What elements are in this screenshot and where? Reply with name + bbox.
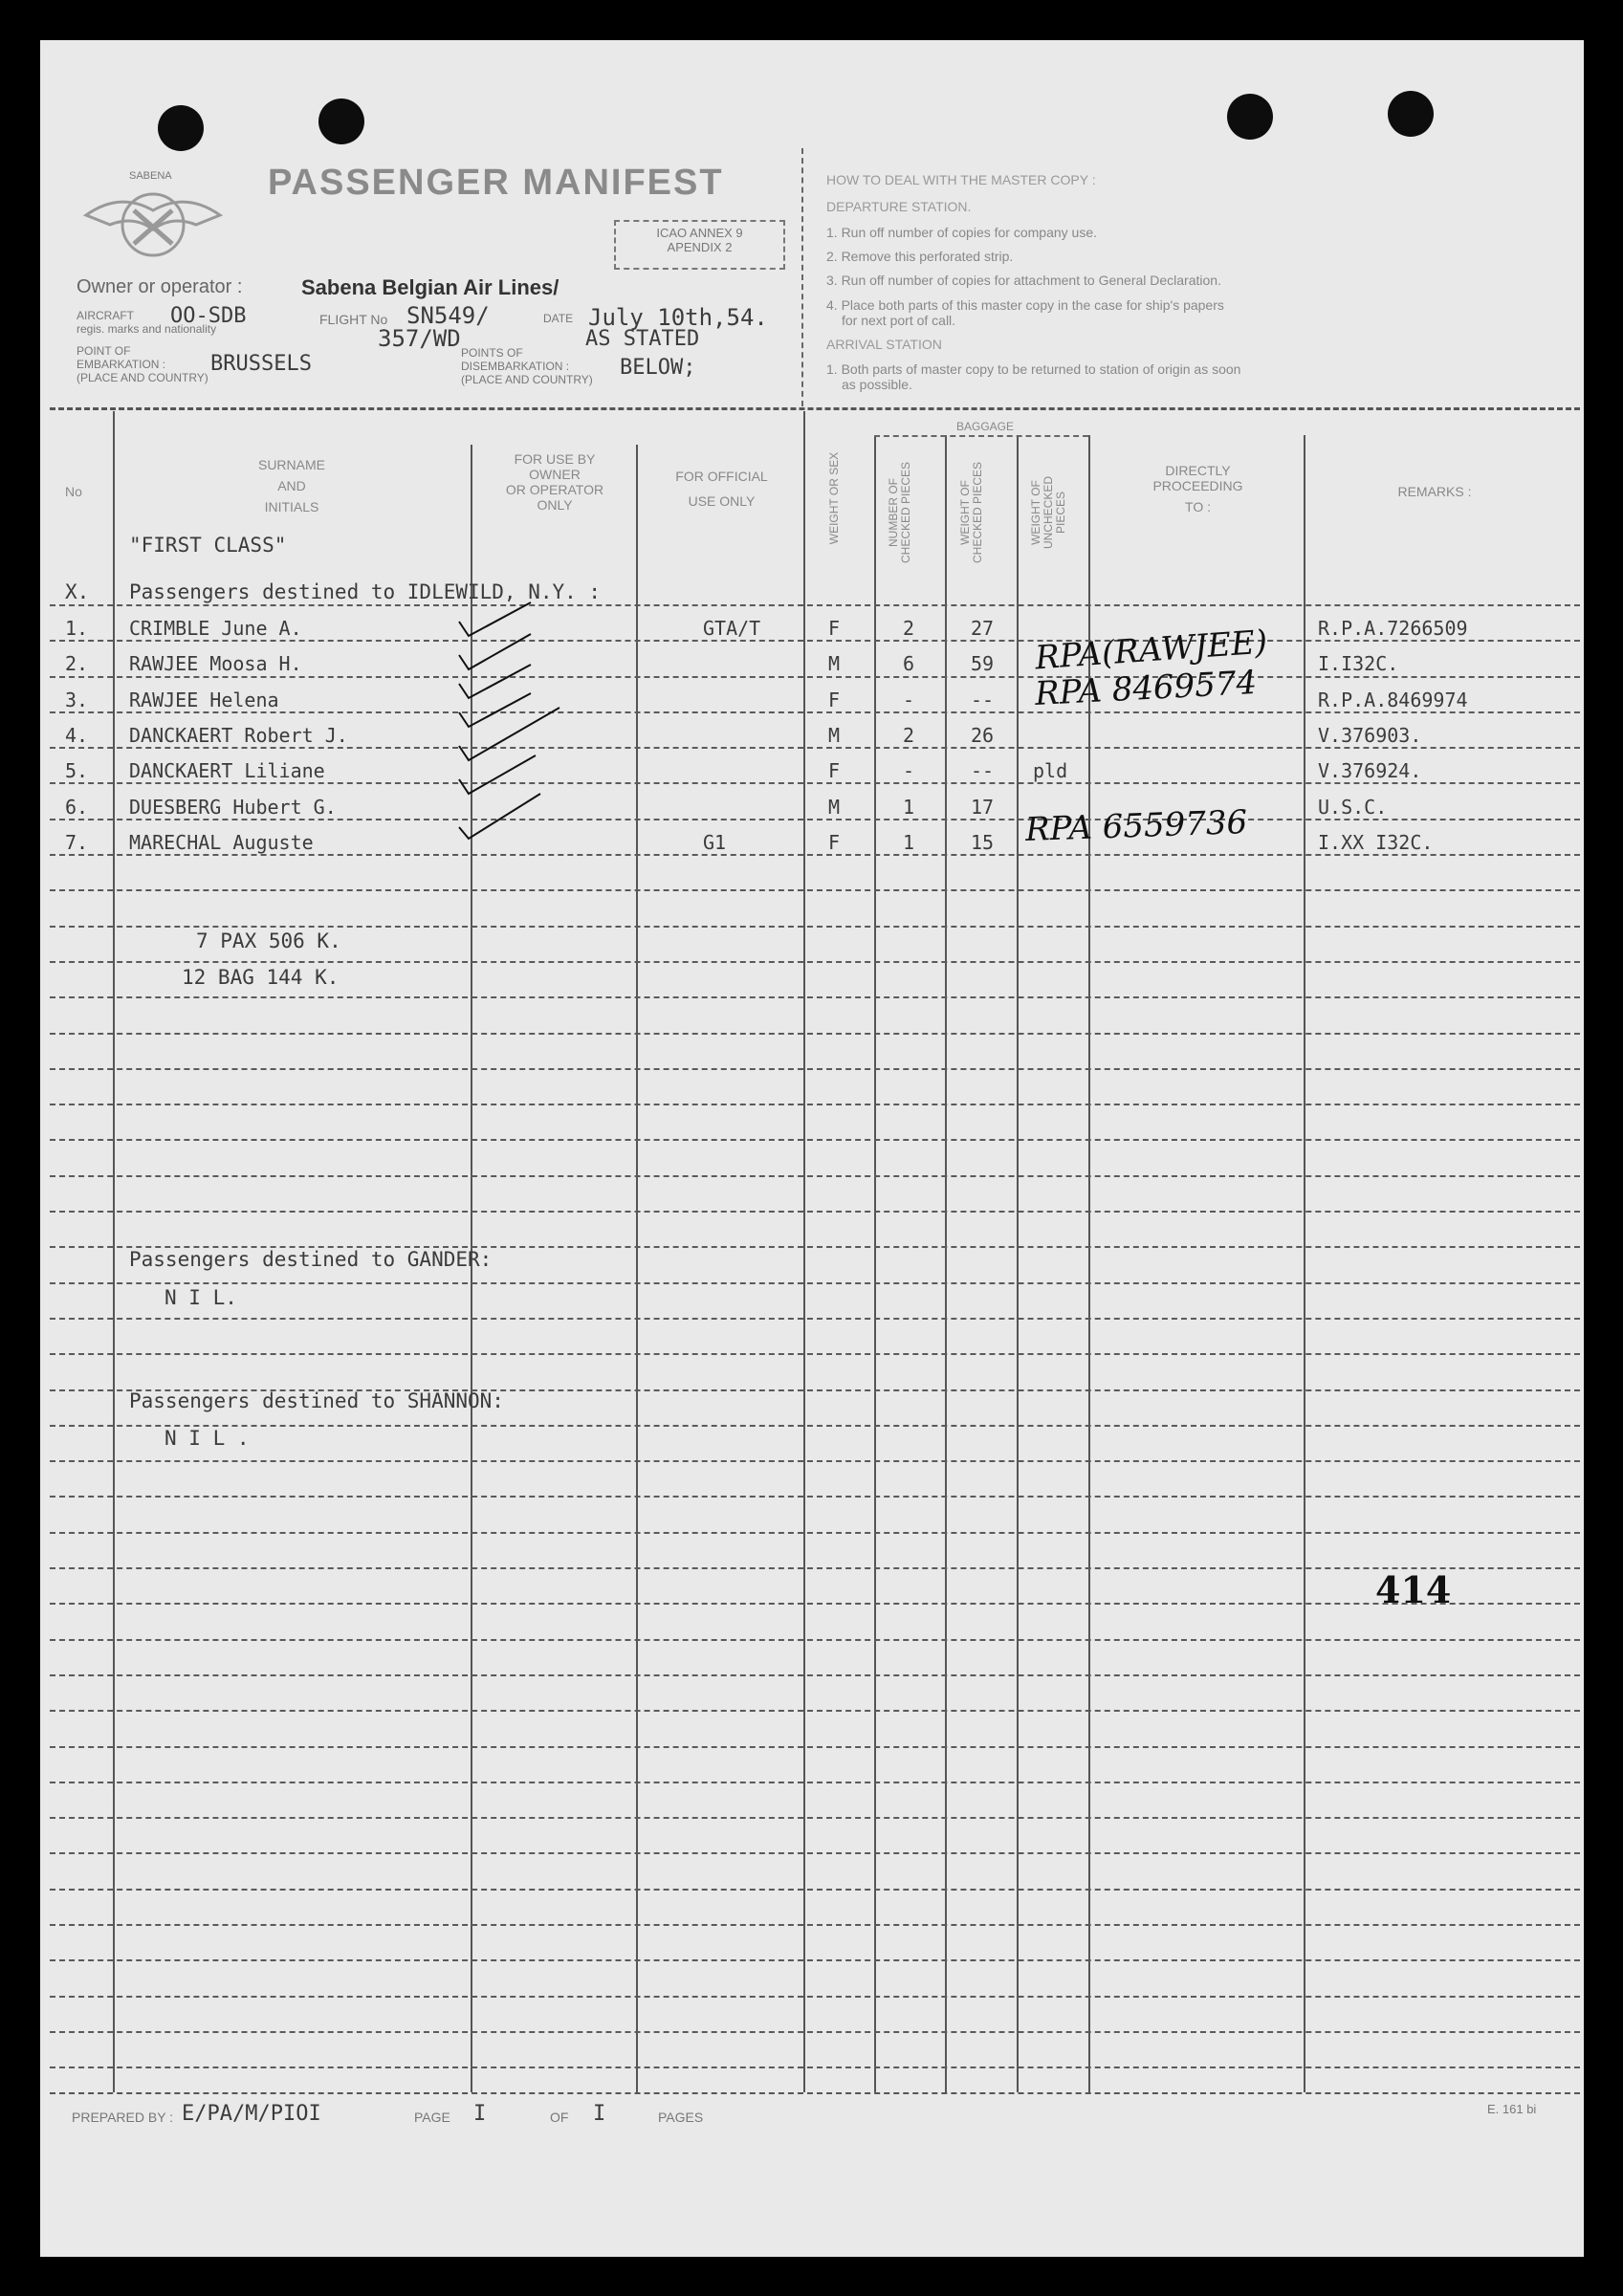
logo-text: SABENA: [129, 170, 172, 182]
date-label: DATE: [543, 312, 574, 325]
pax-remarks: R.P.A.8469974: [1318, 689, 1468, 711]
icao-line: ICAO ANNEX 9: [656, 226, 743, 240]
row-rule: [50, 1104, 1580, 1105]
pax-pieces: 1: [903, 831, 915, 854]
row-rule: [50, 747, 1580, 749]
sabena-logo-icon: [81, 172, 225, 268]
row-rule: [50, 2031, 1580, 2033]
disembark-value: BELOW;: [620, 356, 696, 380]
pax-unchecked: pld: [1033, 759, 1068, 782]
pax-no: 2.: [65, 652, 89, 675]
row-rule: [50, 1746, 1580, 1748]
instruction-line: 1. Both parts of master copy to be returned to station of origin as soon: [826, 361, 1241, 377]
pax-official: G1: [703, 831, 727, 854]
class-label: "FIRST CLASS": [129, 534, 287, 557]
check-marks: [450, 598, 574, 846]
row-rule: [50, 1282, 1580, 1284]
pax-no: 5.: [65, 759, 89, 782]
row-rule: [50, 1782, 1580, 1783]
icao-box: [614, 220, 785, 270]
pax-pieces: 1: [903, 796, 915, 819]
row-rule: [50, 1033, 1580, 1035]
row-rule: [50, 1924, 1580, 1926]
pax-no: 7.: [65, 831, 89, 854]
prepared-value: E/PA/M/PIOI: [182, 2102, 321, 2126]
pax-pieces: 2: [903, 724, 915, 747]
pax-weight: 59: [971, 652, 995, 675]
row-rule: [50, 1852, 1580, 1854]
row-rule: [50, 889, 1580, 891]
check-mark-icon: [459, 634, 531, 669]
pax-sex: F: [828, 831, 841, 854]
row-rule: [50, 1496, 1580, 1498]
col-header-line: USE ONLY: [688, 493, 756, 509]
row-rule: [50, 854, 1580, 856]
totals-line: 7 PAX 506 K.: [196, 929, 341, 952]
col-header-unchecked-weight: WEIGHT OF UNCHECKED PIECES: [1029, 476, 1067, 550]
row-rule: [50, 1318, 1580, 1320]
row-rule: [50, 926, 1580, 928]
page-label: PAGE: [414, 2110, 450, 2125]
col-header-baggage: BAGGAGE: [955, 420, 1015, 433]
pax-name: DUESBERG Hubert G.: [129, 796, 337, 819]
handwritten-note: RPA 8469574: [1034, 663, 1259, 714]
pax-pieces: 2: [903, 617, 915, 640]
pax-weight: --: [971, 759, 995, 782]
row-rule: [50, 996, 1580, 998]
row-rule: [50, 1567, 1580, 1569]
pax-name: CRIMBLE June A.: [129, 617, 302, 640]
row-rule: [50, 819, 1580, 820]
pax-no: 6.: [65, 796, 89, 819]
col-header-checked-weight: WEIGHT OF CHECKED PIECES: [958, 461, 984, 564]
embark-value: BRUSSELS: [210, 352, 312, 376]
col-header-line: OR OPERATOR: [505, 482, 604, 497]
stamp-number: 414: [1375, 1568, 1452, 1611]
row-rule: [50, 1996, 1580, 1998]
row-rule: [50, 676, 1580, 678]
row-rule: [50, 1175, 1580, 1177]
row-rule: [50, 1639, 1580, 1641]
instruction-line: ARRIVAL STATION: [826, 337, 942, 352]
instruction-line: 3. Run off number of copies for attachment to General Declaration.: [826, 273, 1221, 288]
row-rule: [50, 1710, 1580, 1712]
col-header-proceeding: [1100, 463, 1296, 514]
pax-name: DANCKAERT Robert J.: [129, 724, 348, 747]
embark-label: EMBARKATION :: [77, 358, 166, 371]
pax-pieces: 6: [903, 652, 915, 675]
pax-sex: M: [828, 652, 841, 675]
pax-weight: --: [971, 689, 995, 711]
row-rule: [50, 604, 1580, 606]
flight-label: FLIGHT No: [319, 312, 388, 327]
aircraft-value: OO-SDB: [170, 304, 247, 328]
pax-weight: 15: [971, 831, 995, 854]
col-header-line: PROCEEDING: [1152, 478, 1243, 493]
col-line: [1304, 435, 1305, 2092]
pax-no: 1.: [65, 617, 89, 640]
disembark-value: AS STATED: [585, 327, 700, 351]
disembark-label: POINTS OF: [461, 346, 523, 360]
pax-remarks: V.376903.: [1318, 724, 1422, 747]
section-idlewild: Passengers destined to IDLEWILD, N.Y. :: [129, 580, 602, 603]
baggage-line: [874, 435, 1088, 437]
col-header-line: SURNAME: [257, 457, 325, 472]
pax-remarks: I.I32C.: [1318, 652, 1399, 675]
instructions-departure: DEPARTURE STATION.: [826, 199, 972, 214]
col-header-line: DIRECTLY: [1165, 463, 1231, 478]
pax-weight: 27: [971, 617, 995, 640]
col-header-line: ONLY: [537, 497, 573, 513]
row-rule: [50, 1674, 1580, 1676]
pages-label: PAGES: [658, 2110, 704, 2125]
pax-official: GTA/T: [703, 617, 761, 640]
row-rule: [50, 1889, 1580, 1891]
pax-sex: M: [828, 796, 841, 819]
row-rule: [50, 1959, 1580, 1961]
footer-separator: [50, 2092, 1580, 2094]
col-header-line: OWNER: [529, 467, 581, 482]
date-value: July 10th,54.: [588, 304, 768, 331]
page-value: I: [473, 2102, 487, 2126]
check-mark-icon: [459, 755, 536, 794]
pax-sex: F: [828, 759, 841, 782]
pax-name: RAWJEE Helena: [129, 689, 279, 711]
row-rule: [50, 1211, 1580, 1213]
aircraft-label: AIRCRAFT: [77, 309, 134, 322]
embark-label: (PLACE AND COUNTRY): [77, 371, 208, 384]
col-line: [874, 435, 876, 2092]
pax-sex: F: [828, 617, 841, 640]
disembark-label: (PLACE AND COUNTRY): [461, 373, 593, 386]
gander-nil: N I L.: [164, 1286, 237, 1309]
handwritten-note: RPA 6559736: [1024, 802, 1248, 850]
row-rule: [50, 1139, 1580, 1141]
of-label: OF: [550, 2110, 569, 2125]
punch-hole: [158, 105, 204, 151]
col-header-official: [643, 469, 801, 509]
pax-name: DANCKAERT Liliane: [129, 759, 325, 782]
check-mark-icon: [459, 708, 559, 760]
disembark-label: DISEMBARKATION :: [461, 360, 570, 373]
flight-value: SN549/: [406, 302, 490, 329]
col-header-line: TO :: [1185, 499, 1211, 514]
col-line: [636, 445, 638, 2092]
flight-value-2: 357/WD: [378, 325, 461, 352]
col-header-line: FOR USE BY: [514, 451, 596, 467]
pax-sex: F: [828, 689, 841, 711]
row-rule: [50, 1353, 1580, 1355]
row-rule: [50, 782, 1580, 784]
owner-value: Sabena Belgian Air Lines/: [301, 275, 559, 299]
instruction-line: for next port of call.: [842, 313, 956, 328]
instruction-line: 4. Place both parts of this master copy in the case for ship's papers: [826, 297, 1224, 313]
form-code: E. 161 bi: [1487, 2102, 1537, 2116]
col-header-no: No: [65, 484, 82, 499]
page-title: PASSENGER MANIFEST: [268, 163, 724, 203]
col-header-owner-use: [478, 451, 631, 513]
owner-label: Owner or operator :: [77, 276, 243, 297]
perforation-line: [801, 148, 803, 406]
section-gander: Passengers destined to GANDER:: [129, 1248, 493, 1271]
check-mark-icon: [459, 794, 540, 839]
row-rule: [50, 1532, 1580, 1534]
pax-remarks: V.376924.: [1318, 759, 1422, 782]
punch-hole: [1227, 94, 1273, 140]
row-rule: [50, 640, 1580, 642]
row-rule: [50, 1425, 1580, 1427]
totals-line: 12 BAG 144 K.: [182, 966, 340, 989]
col-line: [113, 411, 115, 2092]
col-header-line: FOR OFFICIAL: [675, 469, 768, 484]
header-separator: [50, 407, 1580, 410]
row-rule: [50, 711, 1580, 713]
pax-weight: 17: [971, 796, 995, 819]
col-header-line: AND: [277, 478, 306, 493]
pax-no: 4.: [65, 724, 89, 747]
pax-sex: M: [828, 724, 841, 747]
pax-pieces: -: [903, 759, 915, 782]
section-shannon: Passengers destined to SHANNON:: [129, 1389, 504, 1412]
col-header-remarks: REMARKS :: [1397, 484, 1472, 499]
pax-name: MARECHAL Auguste: [129, 831, 314, 854]
row-rule: [50, 1460, 1580, 1462]
pax-remarks: U.S.C.: [1318, 796, 1388, 819]
col-header-checked-pieces: NUMBER OF CHECKED PIECES: [887, 461, 912, 564]
col-line: [803, 411, 805, 2092]
row-rule: [50, 1068, 1580, 1070]
row-rule: [50, 961, 1580, 963]
punch-hole: [1388, 91, 1434, 137]
col-header-line: INITIALS: [264, 499, 319, 514]
pax-weight: 26: [971, 724, 995, 747]
col-header-weight-sex: WEIGHT OR SEX: [827, 451, 841, 545]
col-header-surname: [172, 457, 411, 514]
icao-line: APENDIX 2: [667, 240, 733, 254]
aircraft-sub-label: regis. marks and nationality: [77, 322, 217, 336]
instruction-line: 2. Remove this perforated strip.: [826, 249, 1014, 264]
handwritten-note: RPA(RAWJEE): [1033, 623, 1269, 678]
row-rule: [50, 2066, 1580, 2068]
col-line: [945, 435, 947, 2092]
instruction-line: as possible.: [842, 377, 912, 392]
check-mark-icon: [459, 602, 531, 636]
section-marker: X.: [65, 580, 90, 603]
pax-name: RAWJEE Moosa H.: [129, 652, 302, 675]
pax-remarks: R.P.A.7266509: [1318, 617, 1468, 640]
punch-hole: [318, 98, 364, 144]
instructions-title: HOW TO DEAL WITH THE MASTER COPY :: [826, 172, 1096, 187]
shannon-nil: N I L .: [164, 1427, 250, 1450]
col-line: [1017, 435, 1019, 2092]
row-rule: [50, 1603, 1580, 1605]
pax-remarks: I.XX I32C.: [1318, 831, 1434, 854]
pax-no: 3.: [65, 689, 89, 711]
row-rule: [50, 1817, 1580, 1819]
pax-pieces: -: [903, 689, 915, 711]
instruction-line: 1. Run off number of copies for company use.: [826, 225, 1098, 240]
embark-label: POINT OF: [77, 344, 131, 358]
of-value: I: [593, 2102, 606, 2126]
prepared-label: PREPARED BY :: [72, 2110, 174, 2125]
